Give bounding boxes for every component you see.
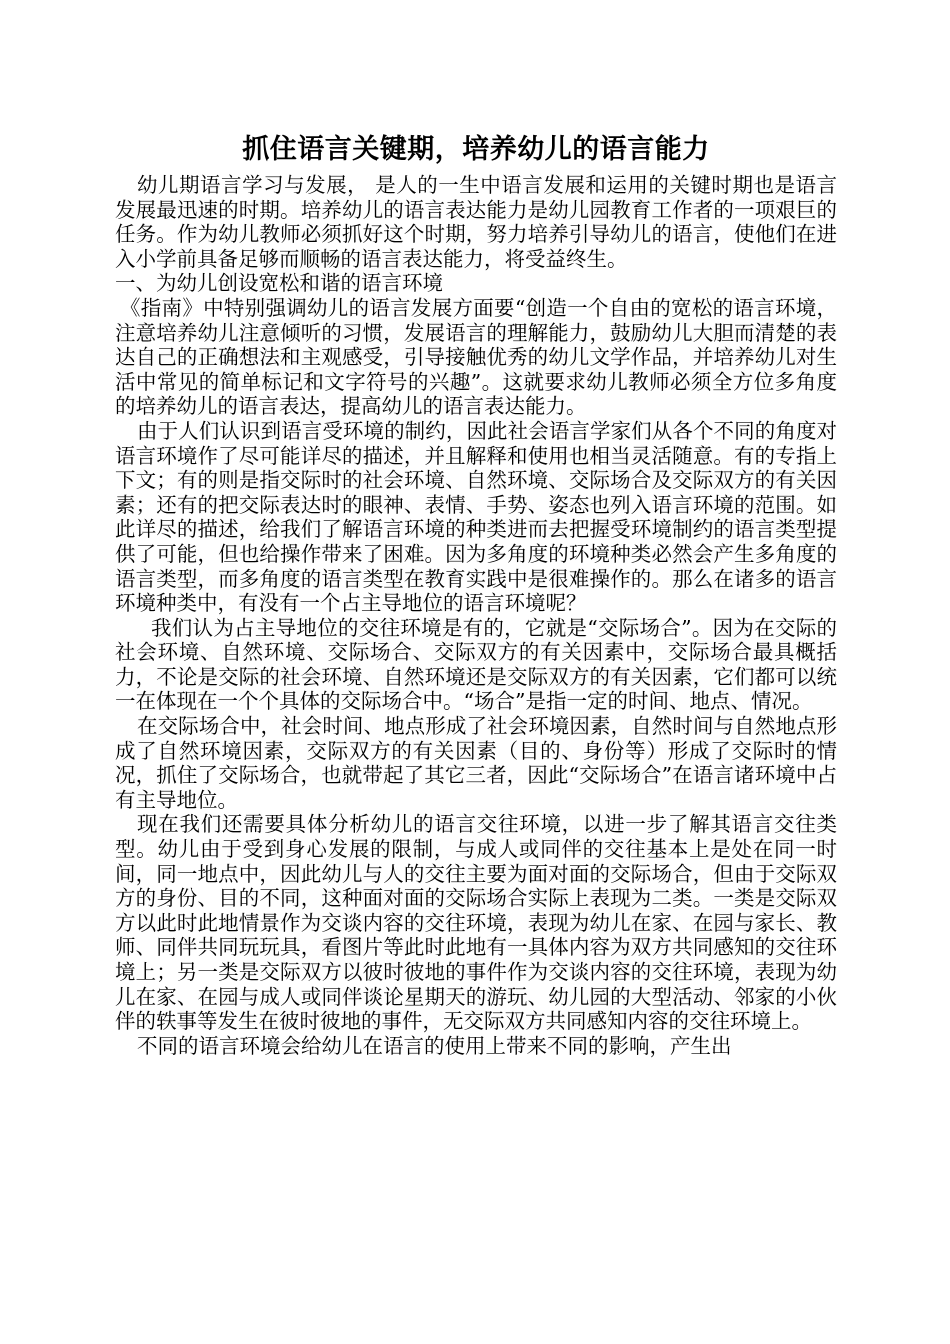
document-title: 抓住语言关键期，培养幼儿的语言能力: [242, 134, 710, 165]
paragraph-child-communication: 现在我们还需要具体分析幼儿的语言交往环境，以进一步了解其语言交往类型。幼儿由于受到身心发展的限制，与成人或同伴的交往基本上是处在同一时间，同一地点中，因此幼儿与人的交往主要为面对面的交际场合，但由于交际双方的身份、目的不同，这种面对面的交际场合实际上表现为二类。一类是交际双方以此时此地情景作为交谈内容的交往环境，表现为幼儿在家、在园与家长、教师、同伴共同玩玩具，看图片等此时此地有一具体内容为双方共同感知的交往环境上；另一类是交际双方以彼时彼地的事件作为交谈内容的交往环境，表现为幼儿在家、在园与成人或同伴谈论星期天的游玩、幼儿园的大型活动、邻家的小伙伴的轶事等发生在彼时彼地的事件，无交际双方共同感知内容的交往环境上。: [115, 812, 837, 1034]
document-page: [115, 128, 837, 1058]
paragraph-intro: 幼儿期语言学习与发展， 是人的一生中语言发展和运用的关键时期也是语言发展最迅速的时期。培养幼儿的语言表达能力是幼儿园教育工作者的一项艰巨的任务。作为幼儿教师必须抓好这个时期，努力培养引导幼儿的语言，使他们在进入小学前具备足够而顺畅的语言表达能力，将受益终生。: [115, 173, 837, 271]
section-heading-1: 一、为幼儿创设宽松和谐的语言环境: [115, 271, 443, 296]
paragraph-occasion-factors: 在交际场合中，社会时间、地点形成了社会环境因素，自然时间与自然地点形成了自然环境因素，交际双方的有关因素（目的、身份等）形成了交际时的情况，抓住了交际场合，也就带起了其它三者，因此“交际场合”在语言诸环境中占有主导地位。: [115, 714, 837, 812]
paragraph-guideline: 《指南》中特别强调幼儿的语言发展方面要“创造一个自由的宽松的语言环境，注意培养幼儿注意倾听的习惯，发展语言的理解能力，鼓励幼儿大胆而清楚的表达自己的正确想法和主观感受，引导接触优秀的幼儿文学作品，并培养幼儿对生活中常见的简单标记和文字符号的兴趣”。这就要求幼儿教师必须全方位多角度的培养幼儿的语言表达，提高幼儿的语言表达能力。: [115, 295, 837, 419]
paragraph-different-environments: 不同的语言环境会给幼儿在语言的使用上带来不同的影响，产生出: [137, 1033, 732, 1058]
paragraph-communication-occasion: 我们认为占主导地位的交往环境是有的，它就是“交际场合”。因为在交际的社会环境、自然环境、交际场合、交际双方的有关因素中，交际场合最具概括力，不论是交际的社会环境、自然环境还是交际双方的有关因素，它们都可以统一在体现在一个个具体的交际场合中。“场合”是指一定的时间、地点、情况。: [115, 615, 837, 714]
paragraph-environment-constraints: 由于人们认识到语言受环境的制约，因此社会语言学家们从各个不同的角度对语言环境作了尽可能详尽的描述，并且解释和使用也相当灵活随意。有的专指上下文；有的则是指交际时的社会环境、自然环境、交际场合及交际双方的有关因素；还有的把交际表达时的眼神、表情、手势、姿态也列入语言环境的范围。如此详尽的描述，给我们了解语言环境的种类进而去把握受环境制约的语言类型提供了可能，但也给操作带来了困难。因为多角度的环境种类必然会产生多角度的语言类型，而多角度的语言类型在教育实践中是很难操作的。那么在诸多的语言环境种类中，有没有一个占主导地位的语言环境呢？: [115, 418, 837, 616]
